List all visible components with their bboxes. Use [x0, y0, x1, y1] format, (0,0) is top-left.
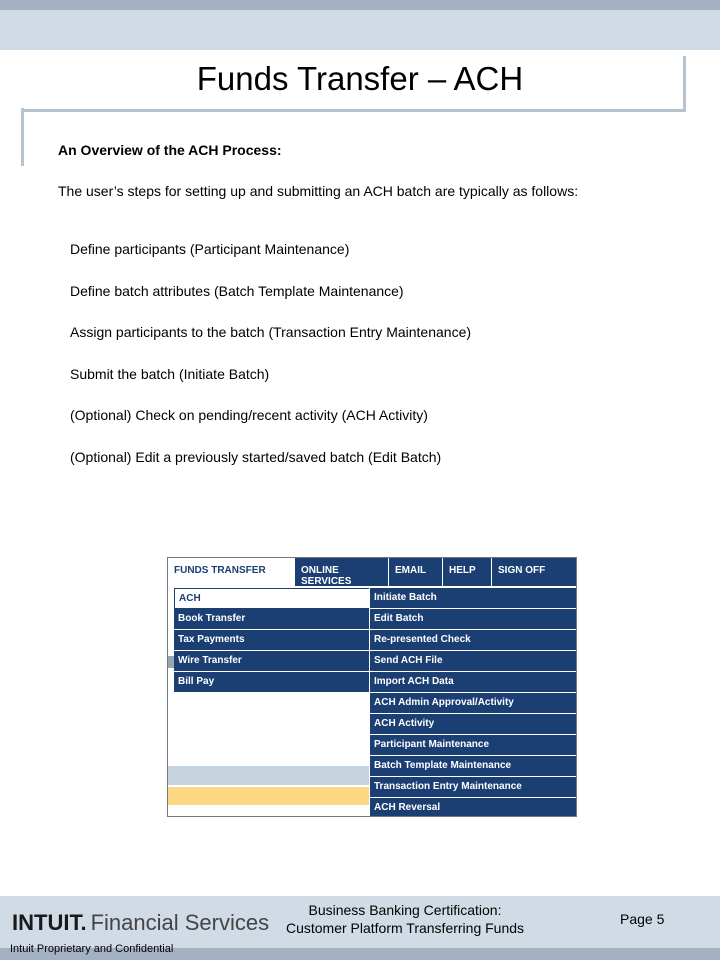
- top-navigation: [168, 558, 576, 586]
- step-item: (Optional) Edit a previously started/saved batch (Edit Batch): [70, 448, 442, 465]
- tab-funds-transfer[interactable]: FUNDS TRANSFER: [168, 558, 295, 586]
- ach-item-batch-template-maintenance[interactable]: Batch Template Maintenance: [369, 756, 576, 777]
- ach-item-ach-reversal[interactable]: ACH Reversal: [369, 798, 576, 817]
- menu-screenshot: [167, 557, 577, 817]
- course-title-line1: Business Banking Certification:: [308, 902, 502, 918]
- submenu-item-book-transfer[interactable]: Book Transfer: [174, 609, 372, 630]
- top-band: [0, 0, 720, 10]
- step-item: Define participants (Participant Maintenance): [70, 241, 350, 257]
- header-bar: [0, 10, 720, 50]
- funds-transfer-submenu: [174, 588, 372, 693]
- overview-heading: An Overview of the ACH Process:: [58, 142, 282, 158]
- submenu-item-tax-payments[interactable]: Tax Payments: [174, 630, 372, 651]
- logo-tagline: Financial Services: [90, 910, 270, 935]
- page-band-blue: [168, 766, 369, 785]
- ach-item-transaction-entry-maintenance[interactable]: Transaction Entry Maintenance: [369, 777, 576, 798]
- confidential-notice: Intuit Proprietary and Confidential: [10, 943, 174, 955]
- tab-sign-off[interactable]: SIGN OFF: [498, 565, 546, 576]
- course-title-line2: Customer Platform Transferring Funds: [285, 920, 525, 936]
- ach-item-import-ach-data[interactable]: Import ACH Data: [369, 672, 576, 693]
- ach-item-participant-maintenance[interactable]: Participant Maintenance: [369, 735, 576, 756]
- step-item: Assign participants to the batch (Transaction Entry Maintenance): [70, 324, 472, 340]
- course-title: [250, 901, 560, 937]
- submenu-item-wire-transfer[interactable]: Wire Transfer: [174, 651, 372, 672]
- tab-email[interactable]: EMAIL: [389, 558, 443, 586]
- ach-flyout-menu: [369, 588, 576, 817]
- step-item: (Optional) Check on pending/recent activity (ACH Activity): [70, 407, 428, 423]
- submenu-item-bill-pay[interactable]: Bill Pay: [174, 672, 372, 693]
- slide-title: Funds Transfer – ACH: [196, 60, 524, 97]
- ach-item-ach-activity[interactable]: ACH Activity: [369, 714, 576, 735]
- logo-brand: INTUIT.: [12, 910, 87, 935]
- ach-item-admin-approval[interactable]: ACH Admin Approval/Activity: [369, 693, 576, 714]
- intro-text: The user’s steps for setting up and submitting an ACH batch are typically as follows:: [58, 183, 579, 199]
- intuit-logo: [12, 910, 269, 936]
- submenu-item-ach[interactable]: ACH: [174, 588, 372, 609]
- title-left-rule: [21, 108, 24, 166]
- ach-item-represented-check[interactable]: Re-presented Check: [369, 630, 576, 651]
- step-item: Define batch attributes (Batch Template Maintenance): [70, 282, 404, 299]
- page-number: Page 5: [620, 911, 665, 927]
- tab-help[interactable]: HELP: [443, 558, 492, 586]
- page-band-yellow: [168, 787, 369, 805]
- ach-item-initiate-batch[interactable]: Initiate Batch: [369, 588, 576, 609]
- tab-online-services[interactable]: ONLINE SERVICES: [295, 558, 389, 586]
- ach-item-edit-batch[interactable]: Edit Batch: [369, 609, 576, 630]
- step-item: Submit the batch (Initiate Batch): [70, 365, 270, 382]
- ach-item-send-ach-file[interactable]: Send ACH File: [369, 651, 576, 672]
- steps-list: [70, 241, 471, 490]
